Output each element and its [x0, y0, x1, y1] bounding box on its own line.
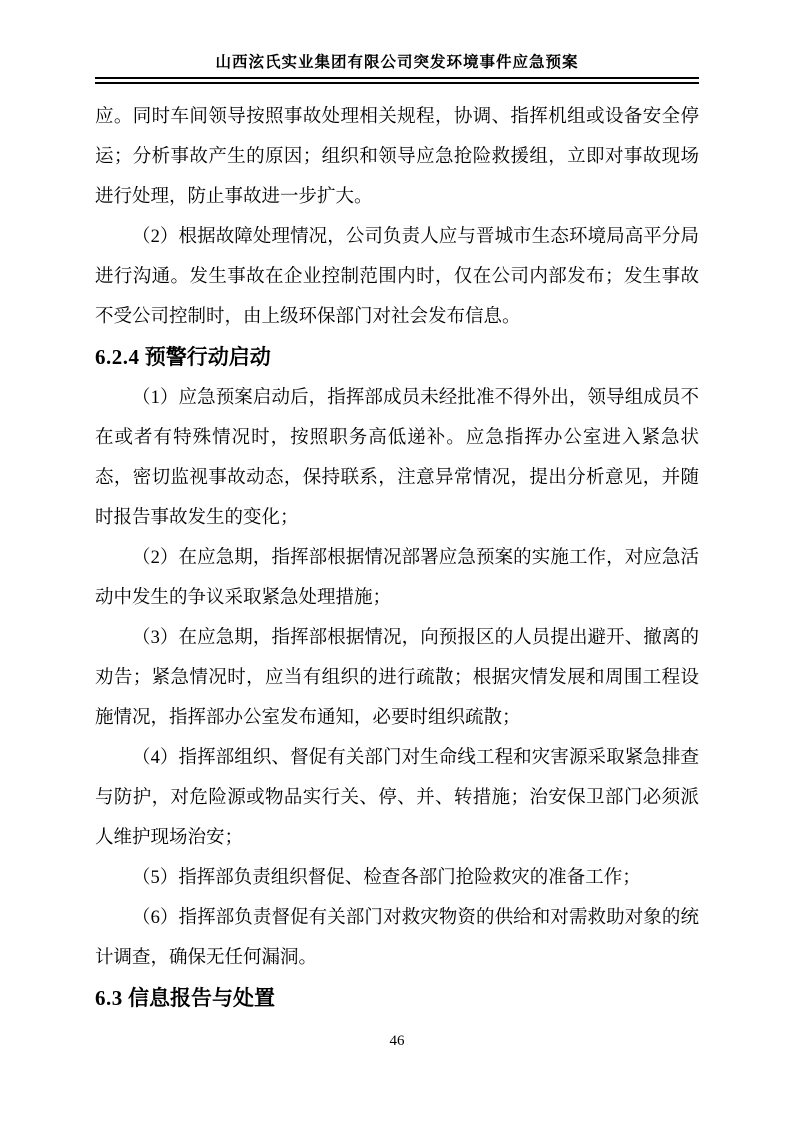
- header-title: 山西泫氏实业集团有限公司突发环境事件应急预案: [215, 54, 579, 71]
- section-number: 6.3: [95, 986, 123, 1010]
- list-paragraph-5: （5）指挥部负责组织督促、检查各部门抢险救灾的准备工作；: [132, 868, 641, 888]
- list-paragraph-3: （3）在应急期，指挥部根据情况，向预报区的人员提出避开、撤离的劝告；紧急情况时，应当有组织的进行疏散；根据灾情发展和周围工程设施情况，指挥部办公室发布通知，必要时组织疏散；: [95, 628, 699, 728]
- list-paragraph-6: （6）指挥部负责督促有关部门对救灾物资的供给和对需救助对象的统计调查，确保无任何漏洞。: [95, 908, 699, 968]
- page-number: 46: [389, 1033, 405, 1049]
- list-paragraph-1: （1）应急预案启动后，指挥部成员未经批准不得外出，领导组成员不在或者有特殊情况时，按照职务高低递补。应急指挥办公室进入紧急状态，密切监视事故动态，保持联系，注意异常情况，提出分析意见，并随时报告事故发生的变化；: [95, 388, 699, 528]
- paragraph-item-2: （2）根据故障处理情况，公司负责人应与晋城市生态环境局高平分局进行沟通。发生事故在企业控制范围内时，仅在公司内部发布；发生事故不受公司控制时，由上级环保部门对社会发布信息。: [95, 227, 699, 327]
- section-heading-6-2-4: [95, 337, 699, 378]
- page-footer: [0, 1031, 794, 1051]
- section-heading-6-3: [95, 978, 699, 1019]
- document-body: [95, 97, 699, 1019]
- section-number: 6.2.4: [95, 345, 140, 369]
- paragraph-continuation: 应。同时车间领导按照事故处理相关规程，协调、指挥机组或设备安全停运；分析事故产生的原因；组织和领导应急抢险救援组，立即对事故现场进行处理，防止事故进一步扩大。: [95, 107, 699, 207]
- section-title: 预警行动启动: [144, 346, 271, 369]
- list-paragraph-2: （2）在应急期，指挥部根据情况部署应急预案的实施工作，对应急活动中发生的争议采取紧急处理措施；: [95, 548, 699, 608]
- header-double-rule: [95, 77, 699, 84]
- list-paragraph-4: （4）指挥部组织、督促有关部门对生命线工程和灾害源采取紧急排查与防护，对危险源或物品实行关、停、并、转措施；治安保卫部门必须派人维护现场治安；: [95, 748, 699, 848]
- section-title: 信息报告与处置: [128, 987, 275, 1010]
- page-header: [0, 0, 794, 84]
